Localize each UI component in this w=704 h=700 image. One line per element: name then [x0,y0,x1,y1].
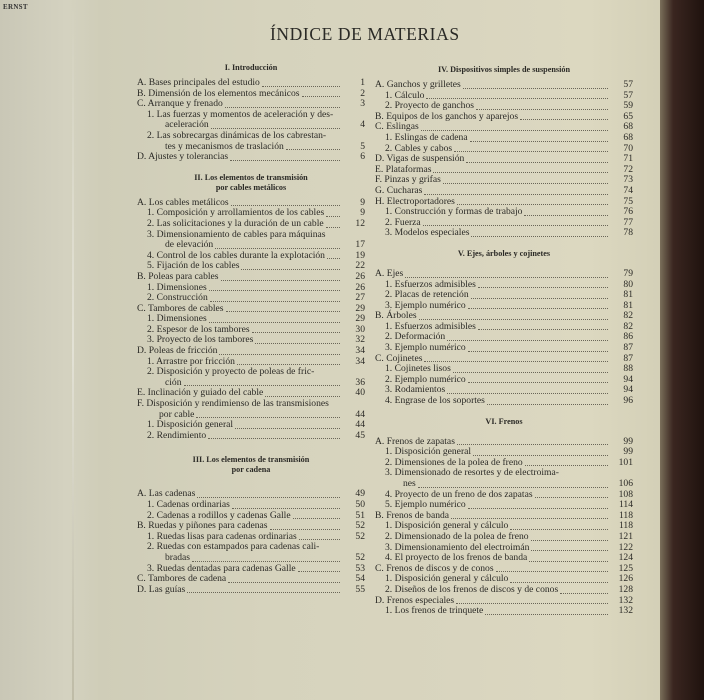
dot-leader [328,237,341,238]
section-heading: I. Introducción [224,63,278,72]
toc-entry-page-number: 52 [355,530,365,542]
toc-entry-label: 4. El proyecto de los frenos de banda [385,552,528,564]
toc-entry-label: C. Tambores de cadena [137,573,227,585]
toc-entry-label: D. Vigas de suspensión [375,153,465,165]
toc-entry-page-number: 74 [623,184,633,196]
dot-leader [219,353,340,355]
dot-leader [451,517,608,519]
toc-entry-label: 2. Diseños de los frenos de discos y de conos [385,583,559,595]
toc-entry-label: 3. Modelos especiales [385,227,470,239]
toc-entry-label: 3. Ejemplo numérico [385,342,466,354]
dot-leader [447,339,608,341]
toc-entry-label: 2. Deformación [385,331,446,343]
toc-entry-page-number: 3 [360,98,365,110]
toc-entry-label: B. Equipos de los ganchos y aparejos [375,110,519,122]
dot-leader [424,360,608,362]
dot-leader [447,392,608,394]
dot-leader [424,193,608,195]
dot-leader [326,215,340,217]
dot-leader [520,118,608,120]
dot-leader [326,226,340,228]
toc-entry-page-number: 124 [618,552,633,564]
toc-entry-label: 1. Dimensiones [147,313,207,325]
dot-leader [468,381,608,383]
toc-left-column [137,63,365,595]
section-heading [137,173,365,193]
dot-leader [196,416,340,418]
toc-entry-page-number: 40 [355,387,365,399]
toc-entry-page-number: 12 [355,217,365,229]
toc-entry-label: D. Frenos especiales [375,594,455,606]
dot-leader [262,85,340,87]
toc-entry-label: B. Ruedas y piñones para cadenas [137,520,268,532]
toc-entry [137,431,365,442]
toc-entry-label: 2. Construcción [147,292,208,304]
dot-leader [293,517,340,519]
dot-leader [231,204,340,206]
toc-entry-label: 2. Cables y cabos [385,142,453,154]
toc-entry-page-number: 30 [355,323,365,335]
toc-entry-label: 2. Placas de retención [385,289,469,301]
toc-entry-page-number: 71 [623,153,633,165]
toc-entry [137,553,365,564]
toc-entry-page-number: 27 [355,292,365,304]
section-heading-line: II. Los elementos de transmisión [194,172,308,182]
dot-leader [270,528,340,530]
dot-leader [426,97,608,99]
dot-leader [510,581,608,583]
dot-leader [197,496,340,498]
dot-leader [286,148,340,150]
toc-entry-label: 1. Cojinetes lisos [385,363,451,375]
toc-entry-page-number: 68 [623,121,633,133]
toc-entry-label: ción [165,376,182,388]
toc-entry-label: 3. Ruedas dentadas para cadenas Galle [147,562,296,574]
toc-entry-label: 3. Rodamientos [385,384,446,396]
dot-leader [421,129,608,131]
section-heading-line: por cadena [231,465,271,475]
dot-leader [228,581,340,583]
toc-entry-label: 1. Cálculo [385,89,425,101]
toc-entry-label: A. Bases principales del estudio [137,77,260,88]
toc-entry-page-number: 54 [355,573,365,585]
toc-entry-page-number: 114 [618,499,633,511]
toc-entry-label: 3. Dimensionamiento del electroimán [385,541,530,553]
dot-leader [252,331,340,333]
toc-entry-page-number: 132 [618,605,633,617]
toc-entry-label: 2. Ejemplo numérico [385,373,466,385]
dot-leader [210,300,340,302]
toc-entry-page-number: 96 [623,395,633,407]
dot-leader [529,560,608,562]
toc-entry-page-number: 125 [618,562,633,574]
toc-entry-page-number: 52 [355,551,365,563]
toc-entry-label: A. Los cables metálicos [137,196,229,208]
toc-entry-page-number: 118 [618,520,633,532]
toc-entry-label: 1. Cadenas ordinarias [147,499,230,510]
toc-entry-page-number: 19 [355,249,365,261]
toc-entry-label: 1. Los frenos de trinquete [385,605,484,617]
section-heading: VI. Frenos [485,416,523,426]
dot-leader [423,224,608,226]
toc-entry [137,131,365,142]
dot-leader [192,560,340,562]
toc-entry-page-number: 9 [360,196,365,208]
toc-entry-label: 1. Las fuerzas y momentos de aceleración y des- [147,108,334,120]
toc-entry-label: 3. Dimensionamiento de cables para máquinas [147,228,326,240]
toc-entry-page-number: 5 [360,140,365,152]
toc-entry-page-number: 121 [618,530,633,542]
dot-leader [235,427,340,429]
toc-entry-label: 1. Disposición general [385,446,472,458]
toc-entry-label: C. Eslingas [375,121,419,133]
toc-entry-page-number: 52 [355,520,365,532]
toc-entry-label: B. Poleas para cables [137,270,219,282]
dot-leader [230,159,340,161]
toc-entry-label: 2. Rendimiento [147,429,207,441]
dot-leader [560,592,608,594]
toc-entry-page-number: 44 [355,408,365,420]
toc-entry-page-number: 44 [355,419,365,431]
dot-leader [237,363,340,365]
page-fold-crease [72,0,74,700]
toc-entry-label: 2. Las solicitaciones y la duración de un cable [147,217,324,229]
toc-entry-page-number: 45 [355,429,365,441]
toc-entry-label: 2. Ruedas con estampados para cadenas cali- [147,541,320,553]
section-heading-line: por cables metálicos [215,182,287,192]
toc-entry [137,585,365,596]
dot-leader [209,289,340,291]
toc-entry-label: 1. Composición y arrollamientos de los cables [147,207,325,219]
toc-entry-label: 1. Esfuerzos admisibles [385,278,476,290]
toc-entry-page-number: 1 [360,77,365,88]
toc-entry-page-number: 81 [623,299,633,311]
toc-entry-page-number: 132 [618,594,633,606]
dot-leader [463,87,608,89]
toc-entry-label: 5. Fijación de los cables [147,260,240,272]
dot-leader [209,321,340,323]
dot-leader [535,496,608,498]
toc-entry-page-number: 34 [355,355,365,367]
toc-entry-page-number: 86 [623,331,633,343]
dot-leader [232,507,340,509]
dot-leader [531,549,608,551]
dot-leader [468,350,608,352]
running-head-author: ERNST [3,3,28,11]
dot-leader [468,307,608,309]
dot-leader [485,613,608,615]
toc-entry-label: C. Frenos de discos y de conos [375,562,494,574]
toc-entry-label: 4. Engrase de los soportes [385,395,485,407]
toc-entry-page-number: 2 [360,87,365,99]
toc-entry-label: E. Plataformas [375,163,432,175]
dot-leader [470,140,608,142]
dot-leader [208,437,340,439]
toc-entry-page-number: 77 [623,216,633,228]
toc-entry-page-number: 99 [623,446,633,458]
dot-leader [299,538,340,540]
toc-entry-label: D. Ajustes y tolerancias [137,151,229,163]
dot-leader [478,328,608,330]
book-spine-shadow [660,0,704,700]
toc-entry-page-number: 53 [355,562,365,574]
toc-entry-page-number: 126 [618,573,633,585]
toc-entry-label: 2. Dimensionado de la polea de freno [385,530,529,542]
toc-entry-label: A. Frenos de zapatas [375,435,455,447]
toc-entry-label: H. Electroportadores [375,195,455,207]
dot-leader [468,507,608,509]
dot-leader [457,203,608,205]
toc-entry-label: C. Cojinetes [375,352,423,364]
dot-leader [473,454,608,456]
toc-entry-page-number: 81 [623,289,633,301]
section-heading: IV. Dispositivos simples de suspensión [437,65,571,74]
dot-leader [476,108,608,110]
dot-leader [328,139,340,140]
toc-entry-label: D. Poleas de fricción [137,345,218,357]
toc-entry [375,585,633,596]
dot-leader [471,297,608,299]
toc-entry [375,228,633,239]
toc-entry-page-number: 50 [355,499,365,510]
toc-entry [137,78,365,89]
toc-entry-page-number: 26 [355,270,365,282]
dot-leader [335,117,340,118]
dot-leader [405,276,608,278]
toc-entry-page-number: 57 [623,79,633,90]
dot-leader [487,403,608,405]
toc-entry-label: aceleración [165,119,209,131]
toc-entry-label: B. Árboles [375,310,417,322]
section-heading: V. Ejes, árboles y cojinetes [457,248,551,258]
dot-leader [457,443,608,445]
dot-leader [453,371,608,373]
dot-leader [478,286,608,288]
toc-entry-page-number: 9 [360,207,365,219]
dot-leader [255,342,340,344]
toc-entry-label: 2. Disposición y proyecto de poleas de fric- [147,366,315,378]
toc-entry-label: F. Pinzas y grifas [375,174,441,186]
toc-entry-page-number: 128 [618,583,633,595]
dot-leader [443,182,608,184]
toc-right-column [375,65,633,617]
toc-entry-label: 1. Disposición general y cálculo [385,520,509,532]
toc-entry-page-number: 22 [355,260,365,272]
dot-leader [265,395,340,397]
toc-entry [375,532,633,543]
toc-entry-label: nes [403,478,416,489]
toc-entry-page-number: 29 [355,302,365,314]
toc-entry [375,606,633,617]
toc-entry-label: F. Disposición y rendimienso de las transmisiones [137,398,329,410]
toc-entry-page-number: 49 [355,488,365,500]
toc-entry-page-number: 94 [623,384,633,396]
toc-entry-page-number: 73 [623,174,633,186]
toc-entry-page-number: 65 [623,110,633,122]
toc-entry-label: 2. Dimensiones de la polea de freno [385,456,523,468]
toc-entry-label: A. Ganchos y grilletes [375,79,461,90]
toc-entry-label: 1. Disposición general y cálculo [385,573,509,585]
toc-entry-label: 1. Esfuerzos admisibles [385,320,476,332]
toc-entry-page-number: 68 [623,131,633,143]
toc-entry-page-number: 101 [618,456,633,468]
toc-entry-page-number: 87 [623,352,633,364]
toc-entry-label: A. Las cadenas [137,488,196,500]
dot-leader [221,279,340,281]
toc-entry-page-number: 80 [623,278,633,290]
toc-entry-label: 1. Ruedas lisas para cadenas ordinarias [147,530,297,542]
toc-entry-page-number: 72 [623,163,633,175]
toc-entry [137,500,365,511]
toc-entry [137,152,365,163]
dot-leader [466,161,608,163]
dot-leader [419,318,608,320]
toc-entry [375,133,633,144]
toc-entry-label: D. Las guías [137,583,186,595]
toc-entry-page-number: 4 [360,119,365,131]
toc-entry [375,80,633,91]
dot-leader [302,95,340,97]
toc-entry-label: 5. Ejemplo numérico [385,499,466,511]
toc-entry-label: E. Inclinación y guiado del cable [137,387,264,399]
toc-entry-label: de elevación [165,239,214,251]
toc-entry-label: 3. Ejemplo numérico [385,299,466,311]
toc-entry-page-number: 82 [623,320,633,332]
dot-leader [418,486,608,488]
toc-entry-page-number: 108 [618,488,633,500]
toc-entry-label: 1. Construcción y formas de trabajo [385,206,523,218]
toc-entry-label: C. Tambores de cables [137,302,224,314]
toc-entry-page-number: 29 [355,313,365,325]
dot-leader [225,106,340,108]
toc-entry-label: 2. Cadenas a rodillos y cadenas Galle [147,509,291,521]
toc-entry-page-number: 87 [623,342,633,354]
toc-entry-label: tes y mecanismos de traslación [165,140,284,152]
dot-leader [211,127,340,129]
toc-entry-page-number: 70 [623,142,633,154]
toc-entry-page-number: 78 [623,227,633,239]
section-heading [137,455,365,475]
toc-entry-page-number: 99 [623,435,633,447]
toc-entry-page-number: 75 [623,195,633,207]
toc-entry-page-number: 118 [618,509,633,521]
toc-entry-page-number: 122 [618,541,633,553]
dot-leader [561,476,608,477]
toc-entry-label: 2. Proyecto de ganchos [385,100,474,112]
toc-entry-label: A. Ejes [375,267,404,279]
toc-entry-label: G. Cucharas [375,184,423,196]
toc-entry-label: 1. Arrastre por fricción [147,355,235,367]
toc-entry-label: bradas [165,551,191,563]
toc-entry-label: 4. Proyecto de un freno de dos zapatas [385,488,533,500]
dot-leader [531,539,608,541]
toc-entry-page-number: 59 [623,100,633,112]
toc-entry [375,479,633,490]
dot-leader [226,310,340,312]
toc-entry-label: 3. Proyecto de los tambores [147,334,254,346]
page-title: ÍNDICE DE MATERIAS [270,24,460,44]
dot-leader [241,268,340,270]
toc-entry-page-number: 17 [355,239,365,251]
toc-entry-label: 2. Fuerza [385,216,421,228]
toc-entry [375,186,633,197]
toc-entry-page-number: 32 [355,334,365,346]
dot-leader [215,247,340,249]
dot-leader [510,528,608,530]
toc-entry-label: 3. Dimensionado de resortes y de electroima- [385,467,559,479]
dot-leader [298,570,340,572]
toc-entry-page-number: 36 [355,376,365,388]
dot-leader [433,171,608,173]
toc-entry-page-number: 88 [623,363,633,375]
toc-entry-page-number: 34 [355,345,365,357]
dot-leader [524,214,608,216]
dot-leader [316,375,340,376]
toc-entry-label: C. Arranque y frenado [137,98,223,110]
dot-leader [525,464,608,466]
toc-entry-label: 2. Espesor de los tambores [147,323,250,335]
dot-leader [331,407,340,408]
section-heading-line: III. Los elementos de transmisión [192,455,310,465]
toc-entry-label: 2. Las sobrecargas dinámicas de los cabrestan- [147,129,327,141]
toc-entry-page-number: 55 [355,583,365,595]
toc-entry-label: 1. Eslingas de cadena [385,131,468,143]
dot-leader [184,384,340,386]
dot-leader [327,257,340,259]
toc-entry-label: 1. Disposición general [147,419,234,431]
dot-leader [454,150,608,152]
toc-entry-page-number: 6 [360,151,365,163]
toc-entry [375,396,633,407]
toc-entry [137,272,365,283]
toc-entry-label: por cable [159,408,195,420]
toc-entry [375,269,633,280]
dot-leader [496,570,608,572]
toc-entry-page-number: 106 [618,478,633,489]
toc-entry [137,219,365,230]
toc-entry-label: 1. Dimensiones [147,281,207,293]
toc-entry-label: B. Frenos de banda [375,509,450,521]
toc-entry-page-number: 26 [355,281,365,293]
dot-leader [321,550,340,551]
dot-leader [187,591,340,593]
dot-leader [471,235,608,237]
toc-entry-label: 4. Control de los cables durante la explotación [147,249,325,261]
toc-entry-page-number: 82 [623,310,633,322]
toc-entry-label: B. Dimensión de los elementos mecánicos [137,87,300,99]
toc-entry-page-number: 57 [623,89,633,101]
toc-entry-page-number: 51 [355,509,365,521]
dot-leader [456,602,608,604]
toc-entry-page-number: 76 [623,206,633,218]
toc-entry-page-number: 79 [623,267,633,279]
toc-entry-page-number: 94 [623,373,633,385]
